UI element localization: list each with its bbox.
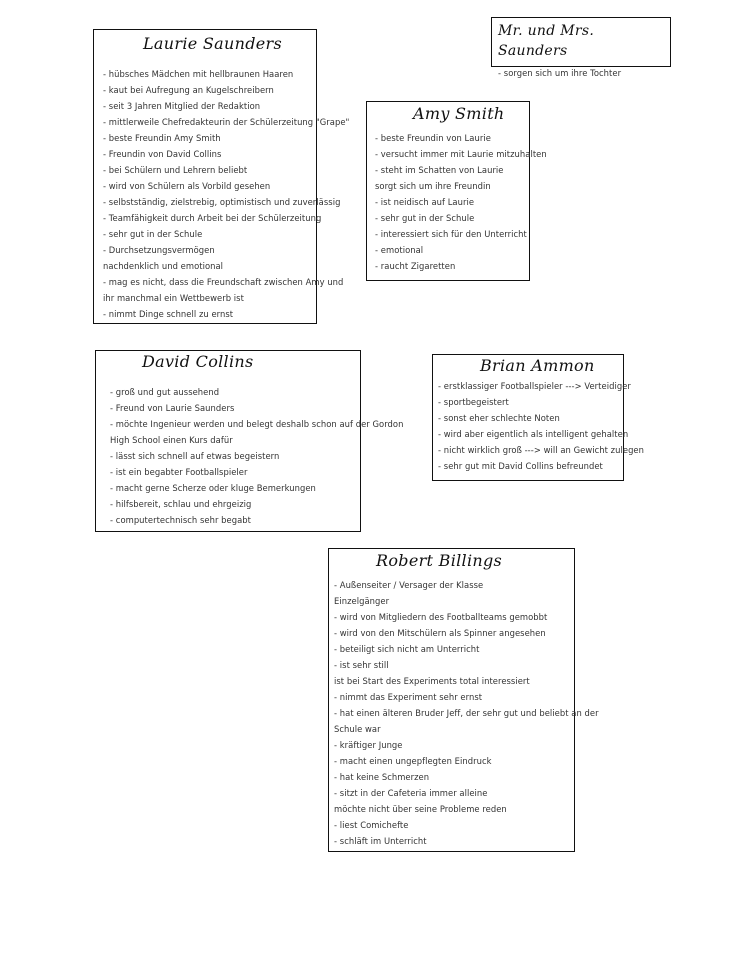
trait-list: [334, 577, 599, 849]
trait-line: - hat einen älteren Bruder Jeff, der sehr gut und beliebt an der: [334, 708, 599, 718]
trait-line: - Außenseiter / Versager der Klasse: [334, 580, 484, 590]
trait-line: - sehr gut mit David Collins befreundet: [438, 461, 603, 471]
character-card-robert: [328, 548, 599, 852]
trait-line: - bei Schülern und Lehrern beliebt: [103, 165, 248, 175]
trait-line: - Durchsetzungsvermögen: [103, 245, 215, 255]
trait-line: - sitzt in der Cafeteria immer alleine: [334, 788, 488, 798]
trait-line: Einzelgänger: [334, 596, 390, 606]
character-card-brian: [432, 354, 644, 481]
trait-line: - hilfsbereit, schlau und ehrgeizig: [110, 499, 252, 509]
card-title: Robert Billings: [376, 551, 503, 570]
trait-line: - sonst eher schlechte Noten: [438, 413, 560, 423]
trait-line: - kräftiger Junge: [334, 740, 403, 750]
trait-line: - Freundin von David Collins: [103, 149, 222, 159]
trait-line: - raucht Zigaretten: [375, 261, 456, 271]
trait-line: - beteiligt sich nicht am Unterricht: [334, 644, 480, 654]
trait-line: - versucht immer mit Laurie mitzuhalten: [375, 149, 547, 159]
trait-line: - hat keine Schmerzen: [334, 772, 430, 782]
character-card-laurie: [93, 29, 350, 324]
card-title: Brian Ammon: [480, 356, 595, 375]
card-title: Mr. und Mrs. Saunders: [498, 23, 595, 59]
trait-line: nachdenklich und emotional: [103, 261, 224, 271]
trait-line: - ist ein begabter Footballspieler: [110, 467, 248, 477]
trait-line: ihr manchmal ein Wettbewerb ist: [103, 293, 244, 303]
trait-line: High School einen Kurs dafür: [110, 435, 233, 445]
trait-line: - Freund von Laurie Saunders: [110, 403, 235, 413]
trait-line: - selbstständig, zielstrebig, optimistisch und zuverlässig: [103, 197, 341, 207]
trait-list: [103, 66, 350, 322]
trait-line: - lässt sich schnell auf etwas begeistern: [110, 451, 280, 461]
trait-list: [375, 130, 547, 274]
trait-line: - sorgen sich um ihre Tochter: [498, 68, 622, 78]
trait-list: [498, 65, 664, 81]
trait-line: - mittlerweile Chefredakteurin der Schülerzeitung "Grape": [103, 117, 350, 127]
trait-line: - nicht wirklich groß ---> will an Gewicht zulegen: [438, 445, 644, 455]
trait-line: ist bei Start des Experiments total interessiert: [334, 676, 530, 686]
trait-line: - nimmt Dinge schnell zu ernst: [103, 309, 234, 319]
trait-line: - groß und gut aussehend: [110, 387, 220, 397]
card-title: Amy Smith: [413, 104, 505, 123]
character-card-david: [95, 350, 404, 532]
trait-line: - ist sehr still: [334, 660, 389, 670]
trait-line: - beste Freundin Amy Smith: [103, 133, 221, 143]
trait-line: - wird aber eigentlich als intelligent gehalten: [438, 429, 629, 439]
trait-line: - kaut bei Aufregung an Kugelschreibern: [103, 85, 274, 95]
trait-line: möchte nicht über seine Probleme reden: [334, 804, 507, 814]
character-card-parents: [491, 17, 671, 78]
trait-line: - interessiert sich für den Unterricht: [375, 229, 527, 239]
trait-line: - mag es nicht, dass die Freundschaft zwischen Amy und: [103, 277, 344, 287]
trait-list: [438, 378, 644, 474]
card-title: David Collins: [142, 352, 254, 371]
trait-line: - sehr gut in der Schule: [103, 229, 203, 239]
trait-line: - ist neidisch auf Laurie: [375, 197, 475, 207]
trait-line: - emotional: [375, 245, 424, 255]
trait-line: - wird von den Mitschülern als Spinner angesehen: [334, 628, 546, 638]
trait-line: - sportbegeistert: [438, 397, 509, 407]
trait-line: - hübsches Mädchen mit hellbraunen Haaren: [103, 69, 294, 79]
trait-line: - steht im Schatten von Laurie: [375, 165, 504, 175]
trait-list: [110, 384, 404, 528]
trait-line: - Teamfähigkeit durch Arbeit bei der Schülerzeitung: [103, 213, 322, 223]
trait-line: - möchte Ingenieur werden und belegt deshalb schon auf der Gordon: [110, 419, 404, 429]
trait-line: - wird von Mitgliedern des Footballteams gemobbt: [334, 612, 548, 622]
trait-line: Schule war: [334, 724, 381, 734]
trait-line: - schläft im Unterricht: [334, 836, 427, 846]
card-title: Laurie Saunders: [143, 34, 282, 53]
trait-line: sorgt sich um ihre Freundin: [375, 181, 491, 191]
trait-line: - erstklassiger Footballspieler ---> Verteidiger: [438, 381, 631, 391]
trait-line: - computertechnisch sehr begabt: [110, 515, 251, 525]
trait-line: - nimmt das Experiment sehr ernst: [334, 692, 483, 702]
trait-line: - wird von Schülern als Vorbild gesehen: [103, 181, 271, 191]
trait-line: - seit 3 Jahren Mitglied der Redaktion: [103, 101, 261, 111]
character-card-amy: [366, 101, 547, 281]
trait-line: - macht gerne Scherze oder kluge Bemerkungen: [110, 483, 316, 493]
trait-line: - sehr gut in der Schule: [375, 213, 475, 223]
trait-line: - liest Comichefte: [334, 820, 409, 830]
trait-line: - macht einen ungepflegten Eindruck: [334, 756, 492, 766]
trait-line: - beste Freundin von Laurie: [375, 133, 491, 143]
